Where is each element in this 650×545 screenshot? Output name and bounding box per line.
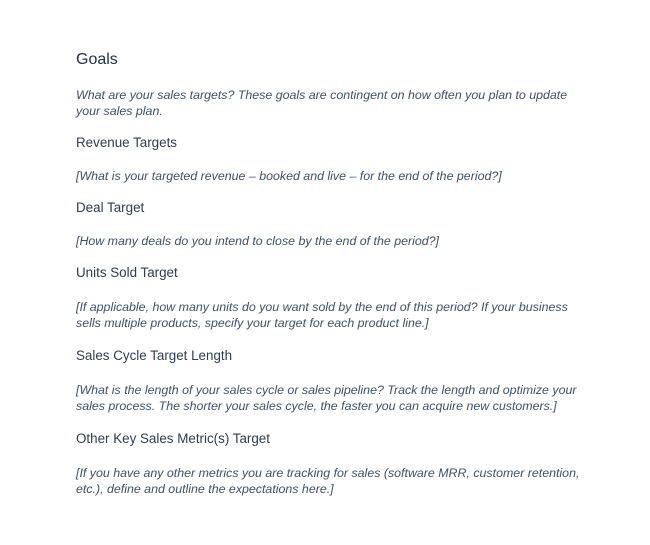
- section-heading: Units Sold Target: [76, 265, 178, 280]
- section-placeholder-text: [If applicable, how many units do you want sold by the end of this period? If your business sells multiple products, specify your target for each product line.]: [76, 300, 568, 330]
- section-placeholder-text: [How many deals do you intend to close by the end of the period?]: [76, 234, 440, 248]
- section-heading: Deal Target: [76, 200, 145, 215]
- section-placeholder-text: [What is your targeted revenue – booked and live – for the end of the period?]: [76, 169, 502, 183]
- section-heading: Revenue Targets: [76, 135, 177, 150]
- section-placeholder-text: [What is the length of your sales cycle or sales pipeline? Track the length and optimize your sales process. The shorter your sales cycle, the faster you can acquire new customers.]: [76, 383, 577, 413]
- section-placeholder-text: [If you have any other metrics you are tracking for sales (software MRR, customer retention, etc.), define and outline the expectations here.]: [76, 466, 580, 496]
- intro-text: What are your sales targets? These goals are contingent on how often you plan to update your sales plan.: [76, 88, 568, 118]
- section-heading: Other Key Sales Metric(s) Target: [76, 431, 270, 446]
- section-heading: Sales Cycle Target Length: [76, 348, 233, 363]
- page-title: Goals: [76, 51, 118, 68]
